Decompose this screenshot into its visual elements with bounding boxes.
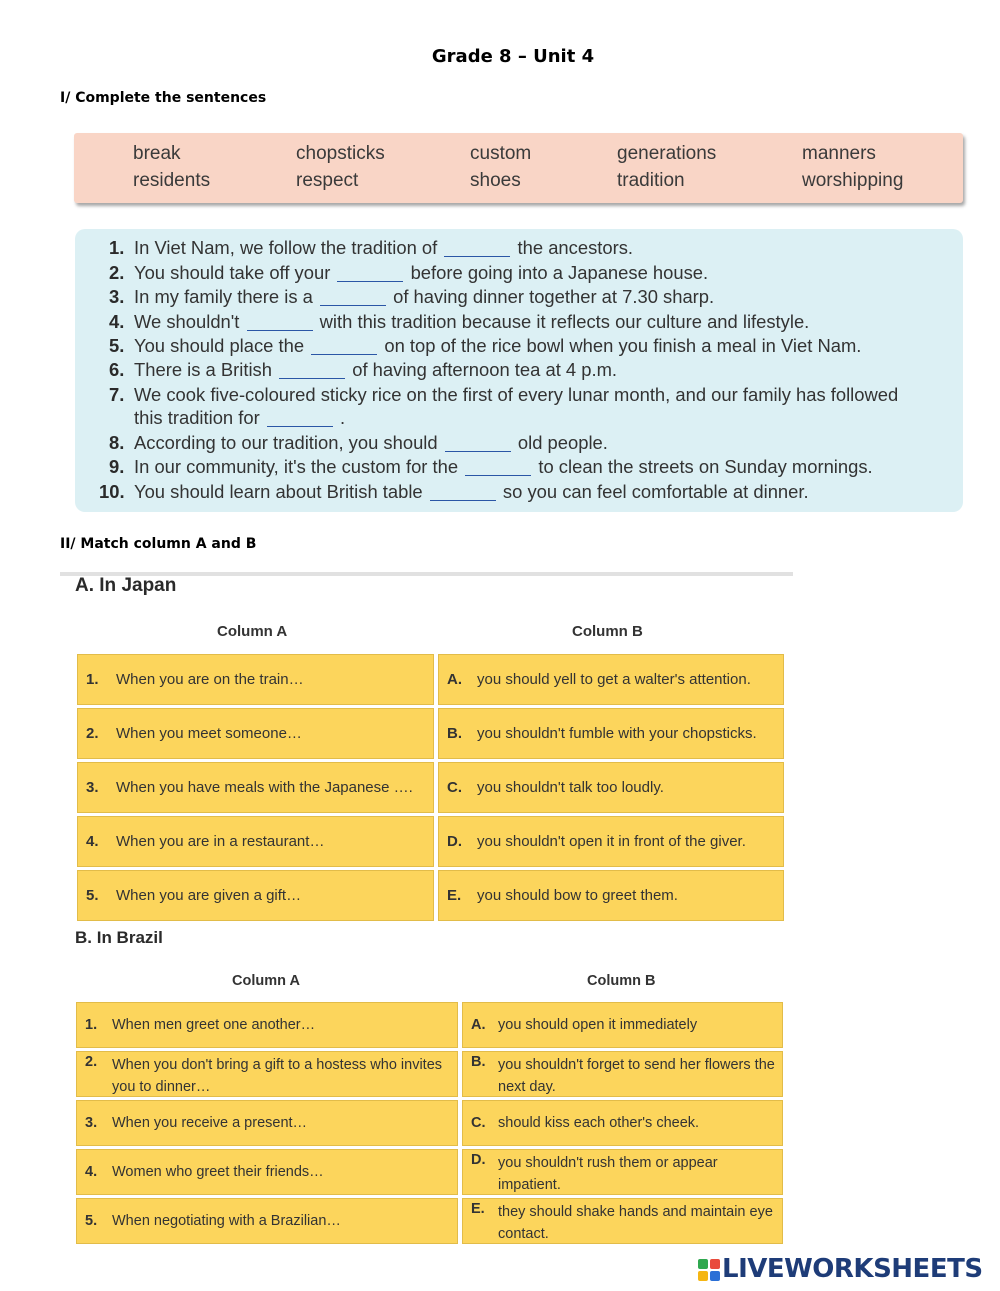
sentence-number: 2. bbox=[109, 262, 125, 283]
answer-blank[interactable] bbox=[320, 288, 386, 306]
sentence-text bbox=[134, 286, 714, 308]
section-2-heading: II/ Match column A and B bbox=[60, 536, 257, 552]
sentence-before: We shouldn't bbox=[134, 311, 240, 332]
japan-column-b-cell bbox=[438, 762, 784, 813]
sentence-number: 3. bbox=[109, 286, 125, 307]
sentence-text bbox=[134, 359, 617, 381]
word-bank-item: chopsticks bbox=[296, 143, 385, 164]
brazil-column-a-cell bbox=[76, 1051, 458, 1097]
brazil-column-b-cell bbox=[462, 1198, 783, 1244]
japan-column-a-heading: Column A bbox=[217, 623, 288, 640]
match-label: 5. bbox=[85, 1213, 98, 1230]
word-bank bbox=[74, 133, 963, 203]
logo-icon bbox=[698, 1259, 720, 1281]
word-bank-item: break bbox=[133, 143, 181, 164]
answer-blank[interactable] bbox=[445, 434, 511, 452]
sentence-number: 1. bbox=[109, 237, 125, 258]
sentence-before: You should place the bbox=[134, 335, 305, 356]
brazil-column-b-cell bbox=[462, 1051, 783, 1097]
match-text: When you are given a gift… bbox=[116, 887, 302, 904]
answer-blank[interactable] bbox=[279, 361, 345, 379]
sentence-number: 9. bbox=[109, 456, 125, 477]
word-bank-item: manners bbox=[802, 143, 876, 164]
sentence-number: 10. bbox=[99, 481, 125, 502]
match-label: C. bbox=[471, 1115, 486, 1132]
match-text: When you receive a present… bbox=[112, 1115, 308, 1131]
answer-blank[interactable] bbox=[337, 264, 403, 282]
sentence-number: 4. bbox=[109, 311, 125, 332]
answer-blank[interactable] bbox=[247, 313, 313, 331]
japan-column-a-cell bbox=[77, 762, 434, 813]
match-label: A. bbox=[447, 671, 462, 689]
word-bank-item: respect bbox=[296, 170, 359, 191]
match-label: 2. bbox=[85, 1054, 98, 1070]
brazil-column-a-heading: Column A bbox=[232, 973, 300, 989]
sentence-number: 5. bbox=[109, 335, 125, 356]
word-bank-item: residents bbox=[133, 170, 211, 191]
match-label: C. bbox=[447, 779, 462, 797]
match-text: should kiss each other's cheek. bbox=[498, 1115, 700, 1131]
japan-column-a-cell bbox=[77, 870, 434, 921]
match-label: 1. bbox=[85, 1017, 98, 1034]
match-text: Women who greet their friends… bbox=[112, 1164, 324, 1180]
answer-blank[interactable] bbox=[430, 483, 496, 501]
match-text: When men greet one another… bbox=[112, 1017, 316, 1033]
japan-column-a-cell bbox=[77, 816, 434, 867]
japan-column-a-cell bbox=[77, 708, 434, 759]
match-text: When you are on the train… bbox=[116, 671, 304, 688]
sentence-text bbox=[134, 335, 861, 357]
match-text: you should bow to greet them. bbox=[477, 887, 678, 904]
match-text: you should yell to get a walter's attention. bbox=[477, 671, 751, 688]
sentence-after: on top of the rice bowl when you finish a meal in Viet Nam. bbox=[384, 335, 862, 356]
sentence-text bbox=[134, 407, 345, 429]
match-text: you shouldn't open it in front of the giver. bbox=[477, 833, 746, 850]
match-label: D. bbox=[447, 833, 462, 851]
match-text: you should open it immediately bbox=[498, 1017, 698, 1033]
match-text: they should shake hands and maintain eye contact. bbox=[498, 1204, 773, 1243]
match-text: you shouldn't forget to send her flowers the next day. bbox=[498, 1057, 775, 1096]
japan-column-b-cell bbox=[438, 816, 784, 867]
match-label: 3. bbox=[85, 1115, 98, 1132]
sentence-number: 8. bbox=[109, 432, 125, 453]
sentence-text bbox=[134, 262, 708, 284]
sentence-before: We cook five-coloured sticky rice on the first of every lunar month, and our family has followed bbox=[134, 384, 899, 405]
brazil-column-a-cell bbox=[76, 1100, 458, 1146]
word-bank-item: generations bbox=[617, 143, 717, 164]
match-label: E. bbox=[471, 1201, 485, 1217]
sentence-number: 7. bbox=[109, 384, 125, 405]
answer-blank[interactable] bbox=[444, 239, 510, 257]
japan-title: A. In Japan bbox=[75, 575, 177, 596]
japan-column-b-heading: Column B bbox=[572, 623, 643, 640]
word-bank-item: tradition bbox=[617, 170, 685, 191]
sentence-after: . bbox=[339, 407, 346, 428]
sentence-text bbox=[134, 456, 873, 478]
match-text: you shouldn't fumble with your chopsticks. bbox=[477, 725, 757, 742]
brazil-column-b-heading: Column B bbox=[587, 973, 656, 989]
section-1-heading: I/ Complete the sentences bbox=[60, 90, 267, 106]
answer-blank[interactable] bbox=[465, 458, 531, 476]
match-text: When you don't bring a gift to a hostess who invites you to dinner… bbox=[112, 1057, 443, 1096]
sentence-after: of having afternoon tea at 4 p.m. bbox=[352, 359, 618, 380]
sentence-text bbox=[134, 432, 608, 454]
match-label: B. bbox=[471, 1054, 486, 1070]
liveworksheets-logo bbox=[698, 1256, 994, 1284]
sentence-before: In our community, it's the custom for the bbox=[134, 456, 459, 477]
japan-column-b-cell bbox=[438, 870, 784, 921]
sentence-after: to clean the streets on Sunday mornings. bbox=[538, 456, 873, 477]
match-label: 1. bbox=[86, 671, 99, 689]
sentence-before: You should learn about British table bbox=[134, 481, 423, 502]
word-bank-item: shoes bbox=[470, 170, 521, 191]
sentence-box bbox=[75, 229, 963, 512]
match-label: E. bbox=[447, 887, 462, 905]
sentence-after: of having dinner together at 7.30 sharp. bbox=[393, 286, 715, 307]
sentence-after: old people. bbox=[517, 432, 608, 453]
word-bank-item: custom bbox=[470, 143, 532, 164]
match-text: you shouldn't talk too loudly. bbox=[477, 779, 664, 796]
sentence-before: You should take off your bbox=[134, 262, 331, 283]
match-label: 4. bbox=[85, 1164, 98, 1181]
match-label: 3. bbox=[86, 779, 99, 797]
sentence-text bbox=[134, 481, 809, 503]
brazil-column-b-cell bbox=[462, 1100, 783, 1146]
match-label: 5. bbox=[86, 887, 99, 905]
match-text: When you have meals with the Japanese …. bbox=[116, 779, 413, 796]
sentence-after: with this tradition because it reflects our culture and lifestyle. bbox=[319, 311, 810, 332]
brazil-column-a-cell bbox=[76, 1149, 458, 1195]
sentence-text bbox=[134, 311, 809, 333]
logo-text: LIVEWORKSHEETS bbox=[722, 1254, 983, 1284]
match-text: When you meet someone… bbox=[116, 725, 302, 742]
page-title: Grade 8 – Unit 4 bbox=[431, 46, 595, 67]
japan-column-a-cell bbox=[77, 654, 434, 705]
sentence-after: the ancestors. bbox=[517, 237, 634, 258]
match-label: B. bbox=[447, 725, 462, 743]
match-label: 2. bbox=[86, 725, 99, 743]
sentence-text bbox=[134, 237, 633, 259]
brazil-title: B. In Brazil bbox=[75, 928, 163, 947]
sentence-before: In my family there is a bbox=[134, 286, 313, 307]
match-label: 4. bbox=[86, 833, 99, 851]
word-bank-item: worshipping bbox=[802, 170, 904, 191]
sentence-text bbox=[134, 384, 898, 406]
sentence-before: this tradition for bbox=[134, 407, 260, 428]
brazil-column-a-cell bbox=[76, 1198, 458, 1244]
sentence-before: In Viet Nam, we follow the tradition of bbox=[134, 237, 438, 258]
match-text: you shouldn't rush them or appear impatient. bbox=[498, 1155, 718, 1194]
sentence-before: According to our tradition, you should bbox=[134, 432, 438, 453]
match-label: A. bbox=[471, 1017, 486, 1034]
sentence-after: so you can feel comfortable at dinner. bbox=[502, 481, 809, 502]
japan-column-b-cell bbox=[438, 654, 784, 705]
brazil-column-a-cell bbox=[76, 1002, 458, 1048]
japan-column-b-cell bbox=[438, 708, 784, 759]
brazil-column-b-cell bbox=[462, 1002, 783, 1048]
sentence-before: There is a British bbox=[134, 359, 272, 380]
match-text: When negotiating with a Brazilian… bbox=[112, 1213, 341, 1229]
brazil-column-b-cell bbox=[462, 1149, 783, 1195]
answer-blank[interactable] bbox=[267, 409, 333, 427]
sentence-number: 6. bbox=[109, 359, 125, 380]
match-text: When you are in a restaurant… bbox=[116, 833, 325, 850]
answer-blank[interactable] bbox=[311, 337, 377, 355]
match-label: D. bbox=[471, 1152, 486, 1168]
sentence-after: before going into a Japanese house. bbox=[410, 262, 709, 283]
